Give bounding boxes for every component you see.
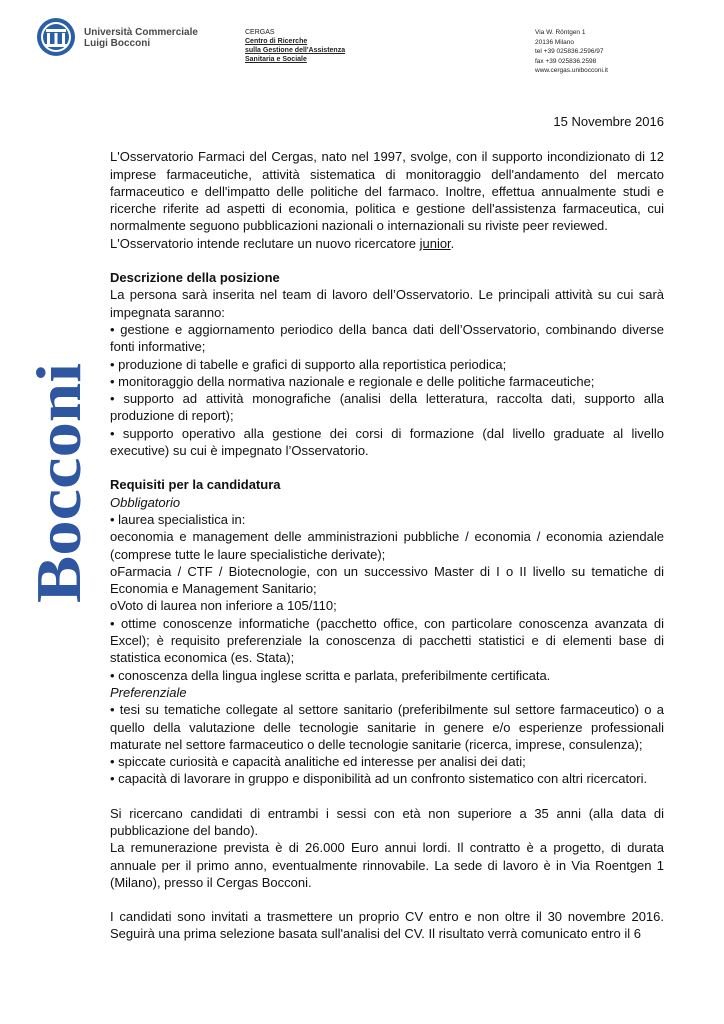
degree-option: o Farmacia / CTF / Biotecnologie, con un successivo Master di I o II livello su tematiche di Economia e Management Sanitario; xyxy=(110,563,664,598)
requirements-heading: Requisiti per la candidatura xyxy=(110,477,281,493)
cergas-name: CERGAS xyxy=(245,29,275,36)
preferred-label: Preferenziale xyxy=(110,684,187,700)
letter-body xyxy=(110,113,664,943)
bocconi-vertical-text: Bocconi xyxy=(23,386,94,603)
computer-requirement: • ottime conoscenze informatiche (pacchetto office, con particolare conoscenza avanzata di Excel); è requisito preferenziale la conoscenza di pacchetti statistici e di elementi base di statistica economica (es. Stata); xyxy=(110,615,664,667)
contact-address: Via W. Röntgen 1 xyxy=(535,29,586,36)
recruit-prefix: L'Osservatorio intende reclutare un nuovo ricercatore xyxy=(110,235,420,251)
recruit-role: junior xyxy=(419,235,451,251)
cergas-line-2: sulla Gestione dell'Assistenza xyxy=(245,47,346,54)
degree-requirement: • laurea specialistica in: xyxy=(110,511,664,528)
contact-website: www.cergas.unibocconi.it xyxy=(535,67,608,74)
preferred-item: • spiccate curiosità e capacità analitiche ed interesse per analisi dei dati; xyxy=(110,753,664,770)
position-item: • supporto ad attività monografiche (analisi della letteratura, raccolta dati, supporto alla produzione di report); xyxy=(110,390,664,425)
degree-option: o economia e management delle amministrazioni pubbliche / economia / economia aziendale (comprese tutte le laure specialistiche derivate); xyxy=(110,528,664,563)
preferred-item: • tesi su tematiche collegate al settore sanitario (preferibilmente sul settore farmaceutico) o a quello della valutazione delle tecnologie sanitarie in genere e/o esperienze professionali maturate nel settore farmaceutico o delle tecnologie sanitarie (ricerca, imprese, consulenza); xyxy=(110,701,664,753)
mandatory-label: Obbligatorio xyxy=(110,494,181,510)
bocconi-logo-icon xyxy=(36,17,76,57)
letter-date: 15 Novembre 2016 xyxy=(553,114,664,129)
degree-option: o Voto di laurea non inferiore a 105/110; xyxy=(110,597,664,614)
position-item: • produzione di tabelle e grafici di supporto alla reportistica periodica; xyxy=(110,356,664,373)
cergas-header xyxy=(245,28,345,64)
position-intro: La persona sarà inserita nel team di lavoro dell’Osservatorio. Le principali attività su cui sarà impegnata saranno: xyxy=(110,287,664,320)
recruit-line xyxy=(110,235,664,252)
university-name-line-2: Luigi Bocconi xyxy=(84,38,151,49)
position-heading: Descrizione della posizione xyxy=(110,270,280,286)
university-name-line-1: Università Commerciale xyxy=(84,27,198,38)
bocconi-vertical-wordmark xyxy=(23,360,94,605)
university-name xyxy=(84,27,198,49)
position-item: • gestione e aggiornamento periodico della banca dati dell’Osservatorio, combinando diverse fonti informative; xyxy=(110,321,664,356)
intro-paragraph: L'Osservatorio Farmaci del Cergas, nato nel 1997, svolge, con il supporto incondizionato di 12 imprese farmaceutiche, attività sistematica di monitoraggio dell'andamento del mercato farmaceutico e dell'impatto delle politiche del farmaco. Inoltre, effettua annualmente studi e ricerche riferite ad aspetti di economia, politica e gestione dell'assistenza farmaceutica, cui normalmente seguono pubblicazioni nazionali o internazionali su riviste peer reviewed. xyxy=(110,149,664,234)
salary-paragraph: La remunerazione prevista è di 26.000 Euro annui lordi. Il contratto è a progetto, di durata annuale per il primo anno, eventualmente rinnovabile. La sede di lavoro è in Via Roentgen 1 (Milano), presso il Cergas Bocconi. xyxy=(110,840,664,890)
position-item: • supporto operativo alla gestione dei corsi di formazione (dal livello graduate al livello executive) su cui è impegnato l’Osservatorio. xyxy=(110,425,664,460)
candidates-paragraph: Si ricercano candidati di entrambi i sessi con età non superiore a 35 anni (alla data di pubblicazione del bando). xyxy=(110,805,664,838)
contact-phone: tel +39 025836.2596/97 xyxy=(535,48,604,55)
recruit-suffix: . xyxy=(450,235,455,251)
contact-city: 20136 Milano xyxy=(535,38,575,46)
contact-block xyxy=(535,28,608,76)
cergas-line-3: Sanitaria e Sociale xyxy=(245,56,307,63)
english-requirement: • conoscenza della lingua inglese scritta e parlata, preferibilmente certificata. xyxy=(110,667,664,684)
position-item: • monitoraggio della normativa nazionale e regionale e delle politiche farmaceutiche; xyxy=(110,373,664,390)
preferred-item: • capacità di lavorare in gruppo e disponibilità ad un confronto sistematico con altri ricercatori. xyxy=(110,770,664,787)
closing-paragraph: I candidati sono invitati a trasmettere un proprio CV entro e non oltre il 30 novembre 2016. Seguirà una prima selezione basata sull'analisi del CV. Il risultato verrà comunicato entro il 6 xyxy=(110,909,664,942)
cergas-line-1: Centro di Ricerche xyxy=(245,38,308,45)
contact-fax: fax +39 025836.2598 xyxy=(535,57,597,65)
